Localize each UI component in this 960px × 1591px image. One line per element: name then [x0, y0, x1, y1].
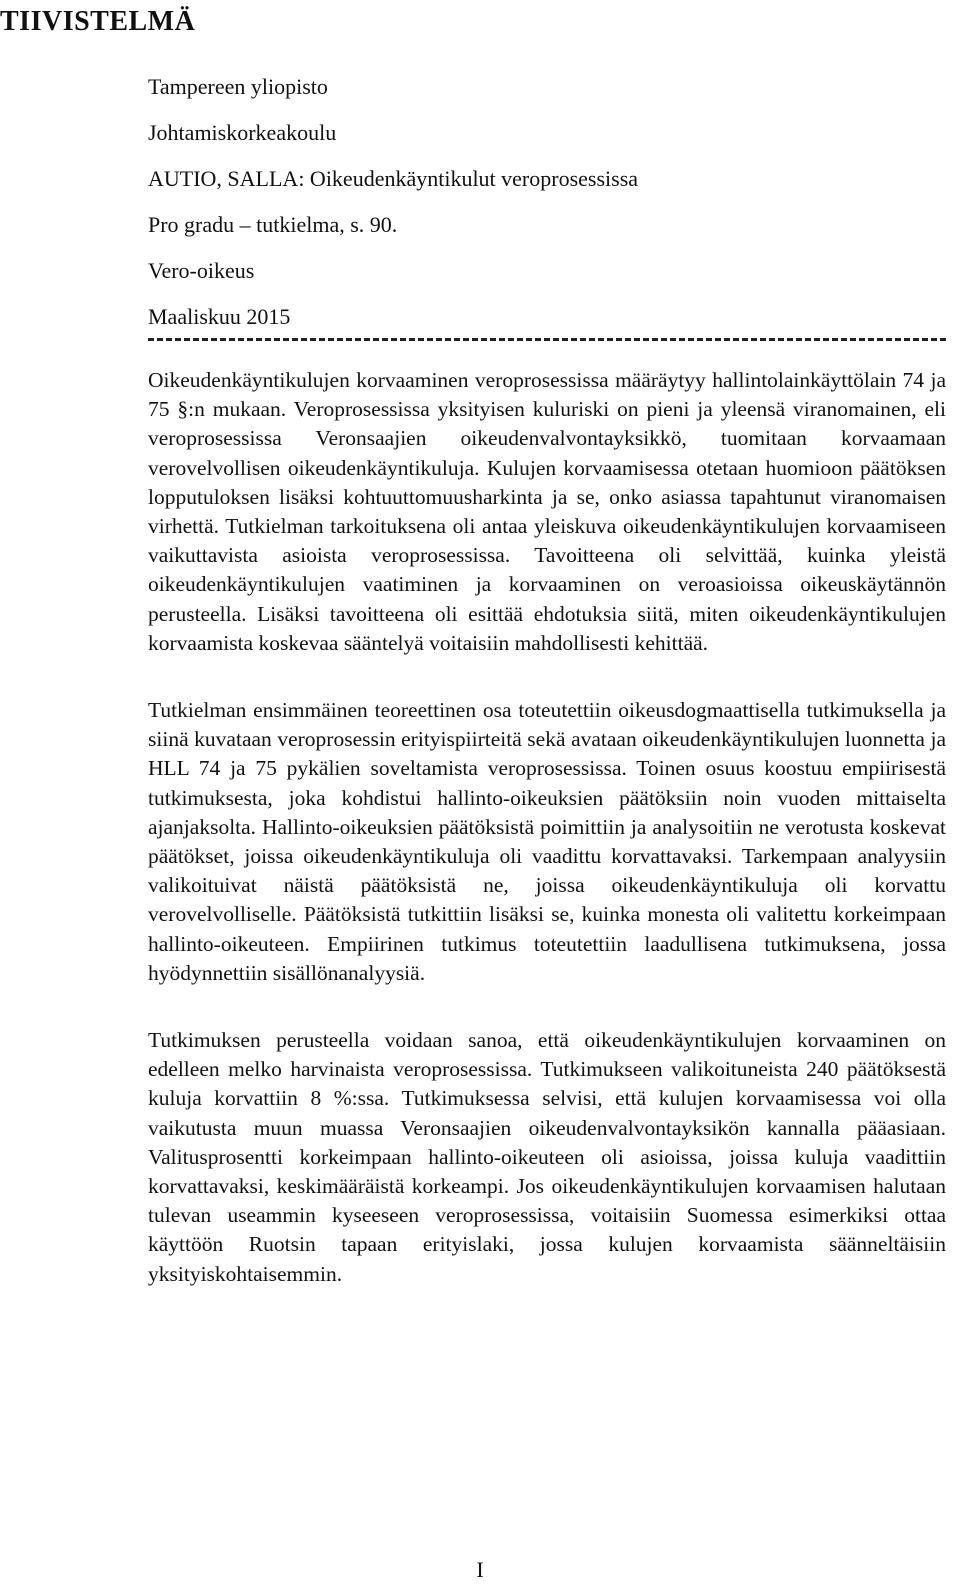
- thesis-type: Pro gradu – tutkielma, s. 90.: [148, 212, 398, 237]
- abstract-paragraph-3: Tutkimuksen perusteella voidaan sanoa, että oikeudenkäyntikulujen korvaaminen on edelleen melko harvinaista veroprosessissa. Tutkimukseen valikoituneista 240 päätöksestä kuluja korvattiin 8 %:ssa. Tutkimuksessa selvisi, että kulujen korvaamisessa voi olla vaikutusta muun muassa Veronsaajien oikeudenvalvontayksikön kannalla pääasiaan. Valitusprosentti korkeimpaan hallinto-oikeuteen oli asioissa, joissa kuluja vaadittiin korvattavaksi, keskimääräistä korkeampi. Jos oikeudenkäyntikulujen korvaamisen halutaan tulevan useammin kyseeseen veroprosessissa, voitaisiin Suomessa esimerkiksi ottaa käyttöön Ruotsin tapaan erityislaki, jossa kulujen korvaamista säänneltäisiin yksityiskohtaisemmin.: [148, 1028, 946, 1286]
- abstract-paragraph-1: Oikeudenkäyntikulujen korvaaminen veroprosessissa määräytyy hallintolainkäyttölain 74 ja 75 §:n mukaan. Veroprosessissa yksityisen kuluriski on pieni ja yleensä viranomainen, eli veroprosessissa Veronsaajien oikeudenvalvontayksikkö, tuomitaan korvaamaan verovelvollisen oikeudenkäyntikuluja. Kulujen korvaamisessa otetaan huomioon päätöksen lopputuloksen lisäksi kohtuuttomuusharkinta ja se, onko asiassa tapahtunut viranomaisen virhettä. Tutkielman tarkoituksena oli antaa yleiskuva oikeudenkäyntikulujen korvaamiseen vaikuttavista asioista veroprosessissa. Tavoitteena oli selvittää, kuinka yleistä oikeudenkäyntikulujen vaatiminen ja korvaaminen on veroasioissa oikeuskäytännön perusteella. Lisäksi tavoitteena oli esittää ehdotuksia siitä, miten oikeudenkäyntikulujen korvaamista koskevaa sääntelyä voitaisiin mahdollisesti kehittää.: [148, 368, 946, 655]
- field-of-study: Vero-oikeus: [148, 258, 255, 283]
- abstract-body: [148, 366, 946, 1327]
- abstract-paragraph-2: Tutkielman ensimmäinen teoreettinen osa toteutettiin oikeusdogmaattisella tutkimuksella ja siinä kuvataan veroprosessin erityispiirteitä sekä avataan oikeudenkäyntikulujen luonnetta ja HLL 74 ja 75 pykälien soveltamista veroprosessissa. Toinen osuus koostuu empiirisestä tutkimuksesta, joka kohdistui hallinto-oikeuksien päätöksiin noin vuoden mittaiselta ajanjaksolta. Hallinto-oikeuksien päätöksistä poimittiin ja analysoitiin ne verotusta koskevat päätökset, joissa oikeudenkäyntikuluja oli vaadittu korvattavaksi. Tarkempaan analyysiin valikoituivat näistä päätöksistä ne, joissa oikeudenkäyntikuluja oli korvattu verovelvolliselle. Päätöksistä tutkittiin lisäksi se, kuinka monesta oli valitettu korkeimpaan hallinto-oikeuteen. Empiirinen tutkimus toteutettiin laadullisena tutkimuksena, jossa hyödynnettiin sisällönanalyysiä.: [148, 698, 946, 985]
- school-name: Johtamiskorkeakoulu: [148, 120, 337, 145]
- university-name: Tampereen yliopisto: [148, 74, 328, 99]
- thesis-metadata: [148, 72, 948, 348]
- page-title: TIIVISTELMÄ: [0, 6, 196, 37]
- dashed-divider: [148, 338, 946, 341]
- page-number: I: [476, 1557, 484, 1582]
- author-and-title: AUTIO, SALLA: Oikeudenkäyntikulut veroprosessissa: [148, 166, 639, 191]
- publication-date: Maaliskuu 2015: [148, 304, 291, 329]
